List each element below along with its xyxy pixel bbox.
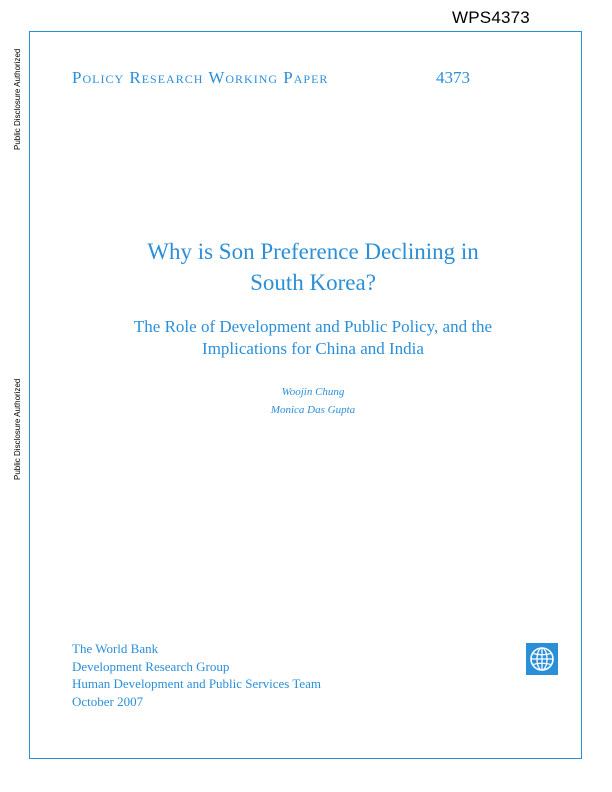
publisher-block [72,640,321,710]
series-number: 4373 [436,68,470,87]
paper-subtitle-line-1: The Role of Development and Public Policy, and the [133,317,493,336]
publisher-group: Development Research Group [72,658,230,674]
author-name: Woojin Chung [281,386,345,398]
publication-date: October 2007 [72,693,144,709]
world-bank-globe-icon [526,643,558,675]
disclosure-note-top: Public Disclosure Authorized [13,48,22,150]
paper-subtitle-line-2: Implications for China and India [202,339,424,358]
paper-title [60,236,566,298]
series-title: Policy Research Working Paper [72,68,329,87]
paper-title-line-1: Why is Son Preference Declining in [147,239,479,264]
publisher-organization: The World Bank [72,641,159,656]
paper-subtitle [60,316,566,360]
author-list [60,383,566,419]
disclosure-note-bottom: Public Disclosure Authorized [13,378,22,480]
paper-title-line-2: South Korea? [250,270,376,295]
report-id: WPS4373 [452,8,530,27]
publisher-team: Human Development and Public Services Team [72,676,322,691]
series-line [72,68,482,88]
author-name: Monica Das Gupta [270,404,356,416]
